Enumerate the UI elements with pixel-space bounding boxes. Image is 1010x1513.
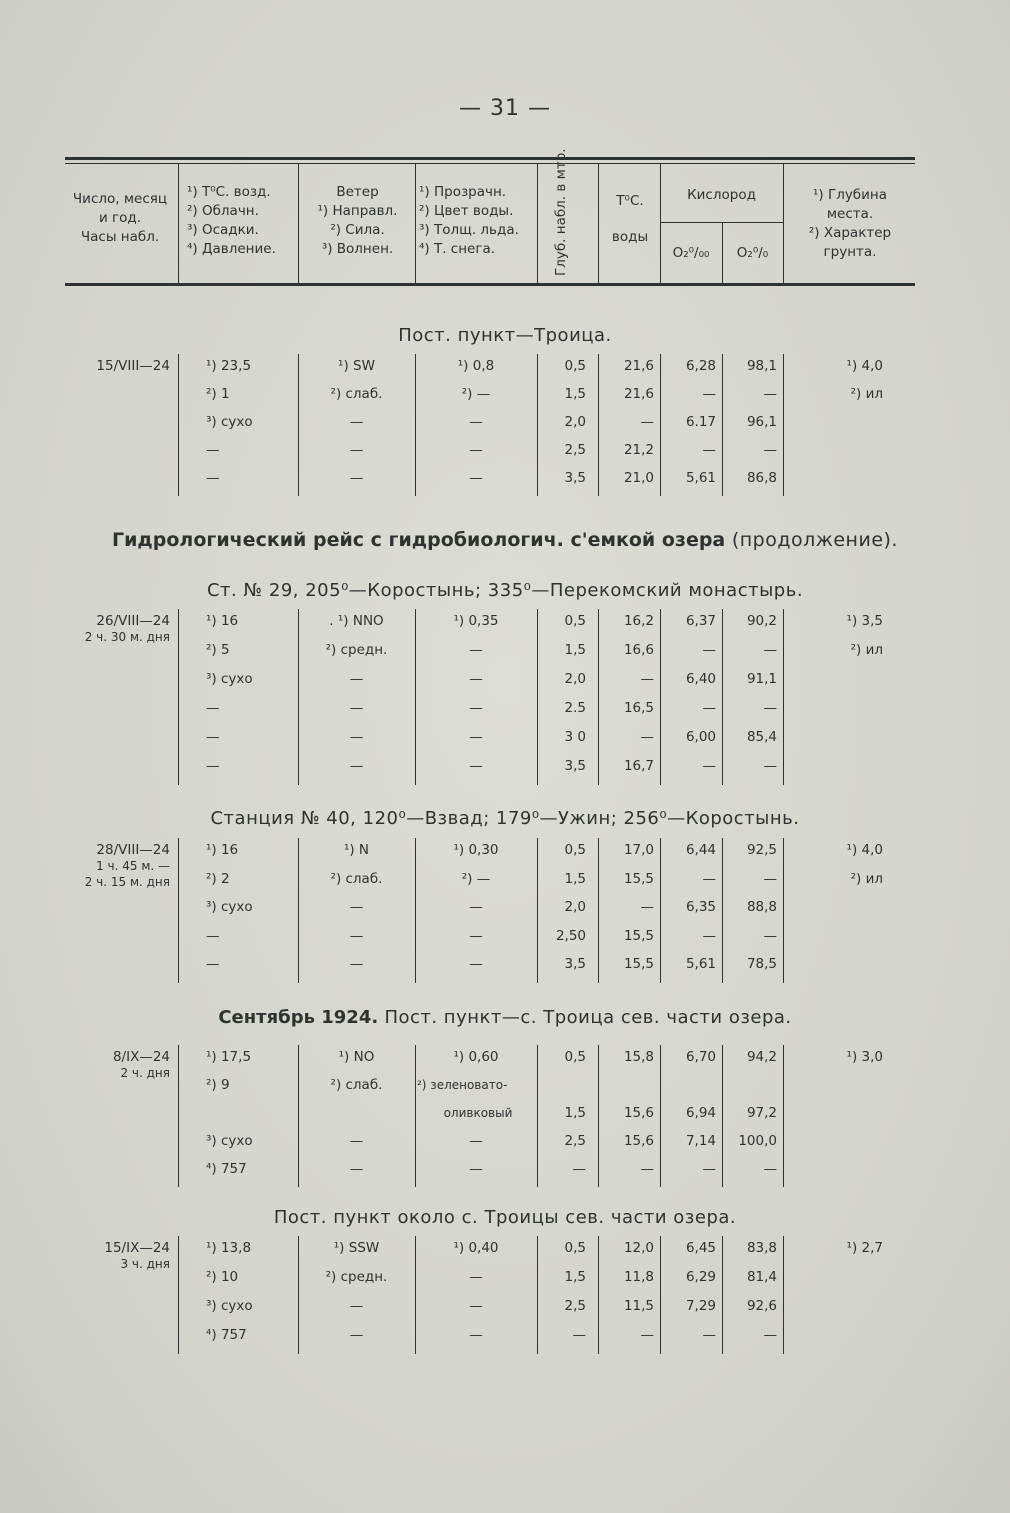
table-cell: ²) слаб.: [330, 870, 383, 887]
table-cell: 2,0: [564, 899, 586, 915]
row-date: 2 ч. 30 м. дня: [84, 630, 170, 644]
table-cell: —: [763, 870, 777, 887]
table-cell: ²) ил: [850, 870, 883, 887]
table-cell: 15,6: [623, 1105, 654, 1121]
table-cell: —: [206, 927, 220, 944]
column-divider: [178, 1236, 179, 1354]
table-cell: —: [469, 1161, 483, 1177]
table-cell: 91,1: [746, 671, 777, 687]
table-cell: —: [469, 729, 483, 745]
table-cell: ²) слаб.: [330, 386, 383, 402]
table-cell: —: [349, 1327, 364, 1343]
header-air-line: ⁴) Давление.: [187, 241, 276, 257]
table-cell: ¹) 4,0: [846, 358, 883, 374]
section-heading: [0, 529, 1010, 551]
table-cell: ²) слаб.: [330, 1077, 383, 1093]
table-cell: ¹) 2,7: [846, 1240, 883, 1256]
header-divider: [783, 163, 784, 284]
table-cell: 6,44: [685, 842, 716, 858]
table-cell: ¹) 0,40: [453, 1240, 499, 1256]
table-cell: —: [469, 671, 483, 687]
table-cell: оливковый: [443, 1106, 513, 1120]
column-divider: [783, 1045, 784, 1187]
row-date: 3 ч. дня: [120, 1257, 170, 1271]
table-cell: —: [640, 414, 654, 430]
table-cell: —: [349, 1133, 364, 1149]
section-title: Пост. пункт—Троица.: [398, 325, 612, 346]
row-date: 15/VIII—24: [96, 358, 170, 374]
table-cell: —: [349, 700, 364, 716]
column-divider: [178, 354, 179, 496]
table-cell: —: [349, 1161, 364, 1177]
table-cell: 17,0: [623, 842, 654, 858]
table-cell: —: [469, 956, 483, 972]
table-cell: 78,5: [746, 956, 777, 972]
table-cell: —: [763, 386, 777, 402]
column-divider: [178, 1045, 179, 1187]
header-divider: [660, 163, 661, 284]
table-cell: ¹) 0,60: [453, 1049, 499, 1065]
table-cell: ¹) SSW: [333, 1240, 380, 1256]
header-air-line: ¹) T⁰C. возд.: [187, 184, 271, 200]
table-cell: 2.5: [564, 700, 586, 716]
column-divider: [783, 838, 784, 983]
table-cell: —: [763, 642, 777, 658]
table-cell: ²) зеленовато-: [417, 1078, 508, 1092]
table-cell: —: [469, 470, 483, 486]
header-bottom-line: грунта.: [823, 244, 877, 260]
table-cell: —: [349, 927, 364, 944]
table-cell: ¹) 17,5: [206, 1049, 252, 1065]
table-cell: 0,5: [564, 842, 586, 858]
table-cell: —: [349, 758, 364, 774]
table-cell: 6,40: [685, 671, 716, 687]
table-cell: —: [640, 1327, 654, 1343]
header-bottom-cell: [785, 186, 915, 262]
table-cell: —: [469, 642, 483, 658]
header-bottom-line: ²) Характер: [808, 225, 892, 241]
table-cell: 5,61: [685, 470, 716, 486]
table-cell: —: [206, 470, 220, 486]
table-cell: —: [763, 1327, 777, 1343]
table-cell: 16,7: [623, 758, 654, 774]
column-divider: [783, 354, 784, 496]
table-cell: . ¹) NNO: [329, 613, 384, 629]
table-cell: ⁴) 757: [206, 1327, 247, 1343]
table-cell: 96,1: [746, 414, 777, 430]
table-cell: —: [349, 899, 364, 915]
header-transparency-line: ²) Цвет воды.: [419, 203, 514, 219]
row-date: 15/IX—24: [104, 1240, 170, 1256]
table-cell: 88,8: [746, 899, 777, 915]
section-title: [0, 1007, 1010, 1028]
table-cell: ²) 9: [206, 1077, 230, 1093]
table-cell: 1,5: [564, 870, 586, 887]
row-date: 8/IX—24: [112, 1049, 170, 1065]
table-cell: —: [469, 1269, 483, 1285]
header-wind-line: Ветер: [336, 184, 379, 200]
table-cell: —: [702, 1161, 716, 1177]
table-cell: 1,5: [564, 386, 586, 402]
table-cell: ²) —: [461, 870, 491, 887]
table-cell: —: [206, 700, 220, 716]
table-cell: 11,5: [623, 1298, 654, 1314]
table-cell: ²) 1: [206, 386, 230, 402]
table-cell: 7,14: [685, 1133, 716, 1149]
table-cell: ²) 2: [206, 870, 230, 887]
header-water-temp-line: T⁰C.: [616, 193, 644, 209]
table-cell: —: [640, 729, 654, 745]
header-air-line: ³) Осадки.: [187, 222, 259, 238]
section-title-rest: Пост. пункт—с. Троица сев. части озера.: [384, 1007, 792, 1028]
table-cell: 6,70: [685, 1049, 716, 1065]
table-cell: 21,6: [623, 386, 654, 402]
table-cell: —: [763, 700, 777, 716]
table-cell: 2,5: [564, 1298, 586, 1314]
table-cell: 16,5: [623, 700, 654, 716]
header-oxygen-permille: O₂⁰/₀₀: [672, 245, 710, 261]
table-cell: 1,5: [564, 1269, 586, 1285]
table-cell: —: [469, 700, 483, 716]
table-cell: 3,5: [564, 758, 586, 774]
table-cell: ³) сухо: [206, 1133, 253, 1149]
header-wind-line: ¹) Направл.: [317, 203, 398, 219]
header-transparency-cell: [417, 183, 539, 259]
table-cell: —: [702, 442, 716, 458]
table-cell: 15,8: [623, 1049, 654, 1065]
table-cell: —: [702, 642, 716, 658]
table-cell: 21,0: [623, 470, 654, 486]
table-cell: 86,8: [746, 470, 777, 486]
table-cell: 81,4: [746, 1269, 777, 1285]
table-cell: —: [469, 1298, 483, 1314]
table-cell: —: [640, 1161, 654, 1177]
table-cell: 3,5: [564, 956, 586, 972]
table-cell: —: [469, 1133, 483, 1149]
header-oxygen-percent: O₂⁰/₀: [736, 245, 769, 261]
page-number: — 31 —: [459, 96, 551, 121]
table-cell: —: [702, 758, 716, 774]
table-cell: ²) 10: [206, 1269, 239, 1285]
table-cell: 2,0: [564, 671, 586, 687]
table-cell: ²) ил: [850, 386, 883, 402]
table-cell: —: [702, 1327, 716, 1343]
table-cell: 15,6: [623, 1133, 654, 1149]
table-cell: ²) 5: [206, 642, 230, 658]
table-cell: —: [469, 758, 483, 774]
table-cell: 0,5: [564, 1240, 586, 1256]
table-cell: ²) —: [461, 386, 491, 402]
table-cell: ¹) N: [343, 842, 370, 858]
table-cell: ²) средн.: [325, 1269, 388, 1285]
table-cell: —: [349, 1298, 364, 1314]
section-title: Пост. пункт около с. Троицы сев. части озера.: [273, 1207, 737, 1228]
section-title: Станция № 40, 120⁰—Взвад; 179⁰—Ужин; 256⁰—Коростынь.: [210, 808, 800, 829]
table-cell: —: [469, 1327, 483, 1343]
header-transparency-line: ⁴) Т. снега.: [419, 241, 496, 257]
header-date-line: Число, месяц: [72, 191, 168, 207]
header-wind-line: ²) Сила.: [330, 222, 385, 238]
header-bottom-line: ¹) Глубина: [812, 187, 888, 203]
table-cell: ²) средн.: [325, 642, 388, 658]
section-title: Ст. № 29, 205⁰—Коростынь; 335⁰—Перекомский монастырь.: [206, 580, 804, 601]
table-cell: 16,2: [623, 613, 654, 629]
table-cell: 2,0: [564, 414, 586, 430]
table-cell: 3 0: [564, 729, 586, 745]
header-water-temp-cell: [600, 192, 660, 247]
table-cell: ¹) 3,5: [846, 613, 883, 629]
section-heading-bold: Гидрологический рейс с гидробиологич. с'емкой озера: [112, 529, 726, 551]
header-bottom-rule: [65, 283, 915, 286]
table-cell: 6,37: [685, 613, 716, 629]
table-cell: —: [349, 956, 364, 972]
row-date: 2 ч. дня: [120, 1066, 170, 1080]
table-cell: —: [702, 870, 716, 887]
table-cell: 6,35: [685, 899, 716, 915]
header-wind-line: ³) Волнен.: [321, 241, 394, 257]
header-oxygen-label: Кислород: [687, 187, 756, 203]
table-cell: 1,5: [564, 642, 586, 658]
table-cell: ¹) 16: [206, 842, 239, 858]
table-cell: —: [702, 386, 716, 402]
table-cell: ¹) NO: [338, 1049, 375, 1065]
table-cell: 83,8: [746, 1240, 777, 1256]
table-cell: —: [349, 729, 364, 745]
header-air-line: ²) Облачн.: [187, 203, 259, 219]
table-cell: ²) ил: [850, 642, 883, 658]
table-cell: ³) сухо: [206, 1298, 253, 1314]
table-cell: 2,5: [564, 442, 586, 458]
table-cell: 3,5: [564, 470, 586, 486]
table-cell: 7,29: [685, 1298, 716, 1314]
table-cell: 2,5: [564, 1133, 586, 1149]
table-cell: 1,5: [564, 1105, 586, 1121]
table-cell: —: [206, 442, 220, 458]
table-cell: 12,0: [623, 1240, 654, 1256]
table-cell: —: [763, 1161, 777, 1177]
table-cell: 6,45: [685, 1240, 716, 1256]
table-cell: —: [763, 442, 777, 458]
table-cell: 92,5: [746, 842, 777, 858]
header-depth-label: Глуб. набл. в мтр.: [553, 148, 569, 276]
table-cell: 0,5: [564, 358, 586, 374]
table-cell: —: [469, 927, 483, 944]
table-cell: ¹) 0,35: [453, 613, 499, 629]
table-cell: 21,6: [623, 358, 654, 374]
table-cell: ¹) 0,30: [453, 842, 499, 858]
header-top-rule-thin: [65, 163, 915, 164]
table-cell: 97,2: [746, 1105, 777, 1121]
table-cell: —: [640, 671, 654, 687]
column-divider: [178, 609, 179, 785]
table-cell: ¹) 4,0: [846, 842, 883, 858]
table-cell: 5,61: [685, 956, 716, 972]
table-cell: 6,29: [685, 1269, 716, 1285]
table-cell: —: [702, 927, 716, 944]
table-cell: —: [469, 414, 483, 430]
table-cell: —: [572, 1327, 586, 1343]
row-date: 26/VIII—24: [96, 613, 170, 629]
table-cell: 92,6: [746, 1298, 777, 1314]
header-air-cell: [180, 183, 305, 259]
table-cell: ³) сухо: [206, 414, 253, 430]
header-date-line: и год.: [98, 210, 142, 226]
header-date-line: Часы набл.: [80, 229, 160, 245]
table-cell: ⁴) 757: [206, 1161, 247, 1177]
table-cell: —: [469, 899, 483, 915]
table-cell: —: [206, 758, 220, 774]
table-cell: 2,50: [555, 927, 586, 944]
table-cell: 16,6: [623, 642, 654, 658]
table-cell: 0,5: [564, 1049, 586, 1065]
table-cell: ¹) 16: [206, 613, 239, 629]
table-cell: 15,5: [623, 870, 654, 887]
header-wind-cell: [300, 183, 415, 259]
table-cell: ³) сухо: [206, 671, 253, 687]
table-cell: ¹) 3,0: [846, 1049, 883, 1065]
table-cell: —: [206, 729, 220, 745]
table-cell: —: [349, 470, 364, 486]
table-cell: ¹) SW: [338, 358, 375, 374]
table-cell: ¹) 13,8: [206, 1240, 252, 1256]
table-cell: 15,5: [623, 927, 654, 944]
table-cell: —: [349, 442, 364, 458]
table-cell: ¹) 0,8: [457, 358, 495, 374]
table-cell: —: [349, 414, 364, 430]
header-top-rule: [65, 157, 915, 160]
table-cell: —: [349, 671, 364, 687]
table-cell: 85,4: [746, 729, 777, 745]
table-cell: 6,94: [685, 1105, 716, 1121]
table-cell: —: [763, 927, 777, 944]
table-cell: 100,0: [738, 1133, 777, 1149]
table-cell: 94,2: [746, 1049, 777, 1065]
header-bottom-line: места.: [826, 206, 874, 222]
table-cell: —: [469, 442, 483, 458]
table-cell: 21,2: [623, 442, 654, 458]
table-cell: —: [763, 758, 777, 774]
table-cell: 11,8: [623, 1269, 654, 1285]
column-divider: [178, 838, 179, 983]
table-cell: 98,1: [746, 358, 777, 374]
table-cell: —: [702, 700, 716, 716]
table-cell: ³) сухо: [206, 899, 253, 915]
table-cell: —: [206, 956, 220, 972]
table-cell: 0,5: [564, 613, 586, 629]
header-oxygen-rule: [660, 222, 783, 223]
header-divider: [598, 163, 599, 284]
table-cell: 6,28: [685, 358, 716, 374]
section-title-bold: Сентябрь 1924.: [218, 1007, 379, 1028]
row-date: 28/VIII—24: [96, 842, 170, 858]
table-cell: —: [572, 1161, 586, 1177]
table-cell: 15,5: [623, 956, 654, 972]
header-transparency-line: ³) Толщ. льда.: [419, 222, 519, 238]
column-divider: [783, 609, 784, 785]
header-water-temp-line: воды: [611, 229, 649, 245]
table-cell: —: [640, 899, 654, 915]
header-transparency-line: ¹) Прозрачн.: [419, 184, 507, 200]
table-cell: ¹) 23,5: [206, 358, 252, 374]
section-heading-rest: (продолжение).: [731, 529, 898, 551]
table-cell: 6,00: [685, 729, 716, 745]
row-date: 1 ч. 45 м. —: [96, 859, 170, 873]
header-divider: [415, 163, 416, 284]
table-cell: 90,2: [746, 613, 777, 629]
header-date-cell: [60, 190, 180, 247]
row-date: 2 ч. 15 м. дня: [84, 875, 170, 889]
table-cell: 6.17: [685, 414, 716, 430]
